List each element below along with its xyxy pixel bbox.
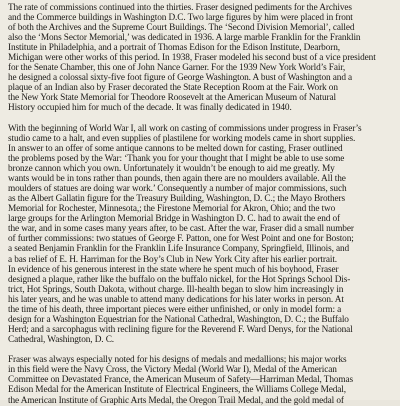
text-line: the problems posed by the War: ‘Thank you for your thought that I might be able to use some [8,154,345,165]
text-line: In answer to an offer of some antique cannons to be melted down for casting, Fraser outlined [8,144,343,154]
paragraph-medals [8,355,394,405]
text-line: With the beginning of World War I, all work on casting of commissions under progress in Fraser’s [8,123,362,134]
text-line: The rate of commissions continued into the thirties. Fraser designed pediments for the Archives [8,3,352,13]
text-line: for the Senate Chamber, this one of John Nance Garner. For the 1939 New York World’s Fair, [8,63,346,74]
text-line: he designed a colossal sixty-five foot figure of George Washington. A bust of Washington and a [8,73,353,84]
text-line: moulders of statues are doing war work.’ Consequently a number of major commissions, such [8,184,347,195]
paragraph-world-war-years [8,124,394,345]
text-column [8,3,394,406]
text-line: a seated Benjamin Franklin for the Franklin Life Insurance Company, Springfield, Illinois, and [8,244,350,255]
text-line: In evidence of his generous interest in the state where he spent much of his boyhood, Fraser [8,264,339,275]
text-line: Cathedral, Washington, D. C. [8,334,114,345]
text-line: the American Institute of Graphic Arts Medal, the Oregon Trail Medal, and the gold medal of [8,395,344,406]
text-line: Institute in Philadelphia, and a portrait of Thomas Edison for the Edison Institute, Dearborn, [8,43,340,54]
text-line: the war, and in some cases many years after, to be cast. After the war, Fraser did a small number [8,224,354,235]
text-line: studio came to a halt, and even supplies of plastilene for working models came in short supplies. [8,133,356,144]
text-line: trict, Hot Springs, South Dakota, without charge. Ill-health began to slow him increasingly in [8,284,344,295]
text-line: large groups for the Arlington Memorial Bridge in Washington D. C. had to await the end of [8,214,341,225]
text-line: also the ‘Mons Sector Memorial,’ was dedicated in 1936. A large marble Franklin for the Franklin [8,33,361,44]
text-line: the time of his death, three important pieces were either unfinished, or only in model form: a [8,304,342,315]
text-line: bronze cannon which you own. Unfortunately it wouldn’t be enough to aid me greatly. My [8,164,335,175]
text-line: Herd; and a sarcophagus with reclining figure for the Reverend F. Ward Denys, for the National [8,324,353,335]
text-line: Memorial for Rochester, Minnesota,; the Firestone Memorial for Akron, Ohio; and the two [8,204,336,215]
text-line: Committee on Devastated France, the American Museum of Safety—Harriman Medal, Thomas [8,375,353,386]
text-line: the New York State Memorial for Theodore Roosevelt at the American Museum of Natural [8,93,336,104]
text-line: in this field were the Navy Cross, the Victory Medal (World War I), Medal of the American [8,365,337,376]
text-line: wants would be in tons rather than pounds, then again there are no moulders available. All the [8,174,346,185]
text-line: and the Commerce buildings in Washington D.C. Two large figures by him were placed in front [8,13,353,24]
text-line: plaque of an Indian also by Fraser decorated the State Reception Room at the Fair. Work on [8,83,338,94]
text-line: of both the Archives and the Supreme Court Buildings. The ‘Second Division Memorial’, called [8,23,355,34]
text-line: designed a plaque, rather like the buffalo on the buffalo nickel, for the Hot Springs School Dis- [8,274,351,285]
text-line: Edison Medal for the American Institute of Electrical Engineers, the Williams College Medal, [8,385,346,396]
text-line: his later years, and he was unable to attend many dedications for his later works in person. At [8,294,344,305]
text-line: design for a Washington Equestrian for the National Cathedral, Washington, D. C.; the Buffalo [8,314,349,325]
text-line: Fraser was always especially noted for his designs of medals and medallions; his major works [8,355,347,366]
paragraph-thirties-commissions [8,3,394,114]
text-line: as the Albert Gallatin figure for the Treasury Building, Washington, D. C.; the Mayo Brothers [8,194,346,205]
text-line: a bas relief of E. H. Harriman for the Boy’s Club in New York City after his earlier portrait. [8,254,338,265]
text-line: Michigan were other works of this period. In 1938, Fraser modeled his second bust of a vice president [8,53,376,64]
text-line: History occupied him for much of the decade. It was finally dedicated in 1940. [8,103,292,114]
text-line: of further commissions: two statues of George F. Patton, one for West Point and one for Boston; [8,234,354,245]
